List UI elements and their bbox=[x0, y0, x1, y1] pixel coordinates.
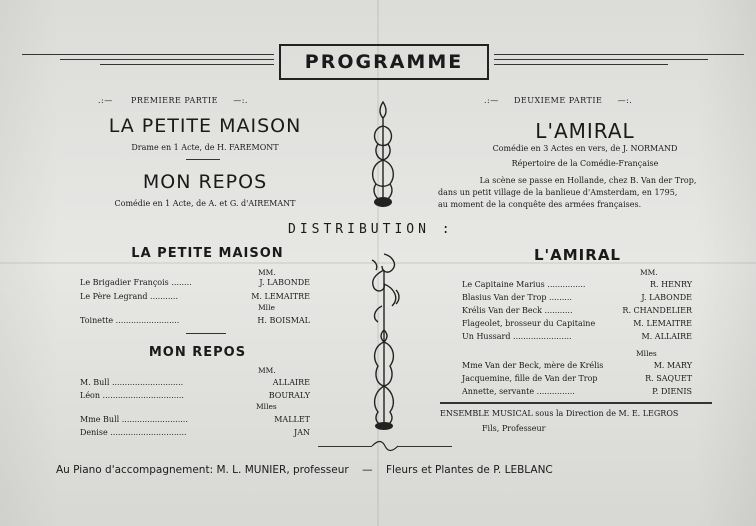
floral-ornament-top-icon bbox=[362, 98, 404, 210]
cast-role: Flageolet, brosseur du Capitaine bbox=[462, 319, 596, 328]
play3-repertoire: Répertoire de la Comédie-Française bbox=[511, 159, 659, 168]
play3-desc-line2: dans un petit village de la banlieue d'Amsterdam, en 1795, bbox=[438, 188, 678, 197]
cast-role: Le Capitaine Marius ............... bbox=[462, 280, 586, 289]
header-rule-left-mid bbox=[60, 59, 274, 60]
footer-dash: — bbox=[362, 464, 373, 476]
cast-actor: MALLET bbox=[274, 415, 310, 424]
cast-left-honorific-mm: MM. bbox=[258, 268, 276, 277]
cast-role: Denise .............................. bbox=[80, 428, 187, 437]
play2-subtitle: Comédie en 1 Acte, de A. et G. d'AIREMANT bbox=[114, 199, 296, 208]
cast-row bbox=[462, 306, 692, 315]
cast-actor: JAN bbox=[294, 428, 310, 437]
play3-desc-line3: au moment de la conquête des armées françaises. bbox=[438, 200, 642, 209]
play3-subtitle: Comédie en 3 Actes en vers, de J. NORMAND bbox=[492, 144, 678, 153]
cast-row bbox=[80, 415, 310, 424]
ensemble-musical-line1: ENSEMBLE MUSICAL sous la Direction de M. E. LEGROS bbox=[440, 409, 679, 418]
cast-separator bbox=[186, 333, 226, 334]
cast-left-honorific-mlle: Mlle bbox=[258, 303, 275, 312]
left-partie-heading: .:— PREMIERE PARTIE —:. bbox=[98, 96, 248, 105]
cast-role: Blasius Van der Trop ......... bbox=[462, 293, 572, 302]
header-rule-right-top bbox=[494, 54, 744, 55]
cast-row bbox=[80, 391, 310, 400]
cast-right-honorific-mlles: Mlles bbox=[636, 349, 657, 358]
cast-role: M. Bull ............................ bbox=[80, 378, 184, 387]
header-rule-right-mid bbox=[494, 59, 708, 60]
cast-row bbox=[462, 374, 692, 383]
play2-title: MON REPOS bbox=[142, 171, 268, 193]
cast-role: Le Brigadier François ........ bbox=[80, 278, 192, 287]
cast-actor: J. LABONDE bbox=[259, 278, 310, 287]
play1-title: LA PETITE MAISON bbox=[108, 115, 302, 137]
cast-row bbox=[462, 332, 692, 341]
floral-ornament-bottom-icon bbox=[362, 250, 406, 432]
cast-actor: M. LEMAITRE bbox=[633, 319, 692, 328]
play3-description bbox=[438, 175, 738, 211]
cast-left-honorific-mlles: Mlles bbox=[256, 402, 277, 411]
cast-right-title: L'AMIRAL bbox=[534, 246, 621, 264]
cast-row bbox=[462, 293, 692, 302]
cast-role: Le Père Legrand ........... bbox=[80, 292, 178, 301]
flourish-icon bbox=[370, 440, 400, 452]
cast-left-honorific-mm-2: MM. bbox=[258, 366, 276, 375]
cast-actor: BOURALY bbox=[268, 391, 310, 400]
cast-role: Krélis Van der Beck ........... bbox=[462, 306, 573, 315]
cast-row bbox=[462, 319, 692, 328]
header-rule-right-bottom bbox=[494, 64, 668, 65]
footer-piano: Au Piano d'accompagnement: M. L. MUNIER, professeur bbox=[56, 464, 349, 476]
distribution-heading: DISTRIBUTION : bbox=[288, 222, 454, 237]
cast-actor: M. LEMAITRE bbox=[251, 292, 310, 301]
cast-row bbox=[80, 428, 310, 437]
cast-role: Léon ................................ bbox=[80, 391, 184, 400]
header-rule-left-bottom bbox=[100, 64, 274, 65]
bottom-rule-right bbox=[398, 446, 452, 447]
cast-role: Toinette ......................... bbox=[80, 316, 180, 325]
cast-row bbox=[462, 361, 692, 370]
play3-title: L'AMIRAL bbox=[535, 119, 635, 143]
play-separator bbox=[186, 159, 220, 160]
cast-right-honorific-mm: MM. bbox=[640, 268, 658, 277]
cast-row bbox=[80, 292, 310, 301]
footer-line bbox=[56, 464, 553, 476]
cast-actor: P. DIENIS bbox=[652, 387, 692, 396]
right-partie-heading: .:— DEUXIEME PARTIE —:. bbox=[484, 96, 633, 105]
play3-desc-line1: La scène se passe en Hollande, chez B. Van der Trop, bbox=[479, 176, 697, 185]
cast-role: Jacquemine, fille de Van der Trop bbox=[462, 374, 598, 383]
cast-row bbox=[462, 280, 692, 289]
cast-row bbox=[462, 387, 692, 396]
cast-row bbox=[80, 278, 310, 287]
cast-row bbox=[80, 378, 310, 387]
page-title: PROGRAMME bbox=[279, 44, 489, 80]
cast-actor: R. SAQUET bbox=[645, 374, 692, 383]
ensemble-rule bbox=[440, 402, 712, 404]
cast-actor: R. CHANDELIER bbox=[622, 306, 692, 315]
cast-row bbox=[80, 316, 310, 325]
play1-subtitle: Drame en 1 Acte, de H. FAREMONT bbox=[131, 143, 279, 152]
left-partie-label: PREMIERE PARTIE bbox=[131, 96, 218, 105]
cast-role: Mme Bull .......................... bbox=[80, 415, 188, 424]
right-partie-label: DEUXIEME PARTIE bbox=[513, 96, 603, 105]
cast-role: Mme Van der Beck, mère de Krélis bbox=[462, 361, 604, 370]
bottom-rule-left bbox=[318, 446, 372, 447]
footer-fleurs: Fleurs et Plantes de P. LEBLANC bbox=[385, 464, 553, 476]
cast-actor: R. HENRY bbox=[650, 280, 692, 289]
cast-actor: ALLAIRE bbox=[272, 378, 310, 387]
cast-actor: M. MARY bbox=[653, 361, 692, 370]
cast-left-title-1: LA PETITE MAISON bbox=[131, 246, 284, 261]
cast-actor: M. ALLAIRE bbox=[641, 332, 692, 341]
header-rule-left-top bbox=[22, 54, 274, 55]
ensemble-musical-line2: Fils, Professeur bbox=[482, 424, 546, 433]
cast-role: Un Hussard ....................... bbox=[462, 332, 572, 341]
cast-actor: J. LABONDE bbox=[641, 293, 692, 302]
cast-role: Annette, servante ............... bbox=[462, 387, 575, 396]
cast-left-title-2: MON REPOS bbox=[148, 345, 247, 360]
cast-actor: H. BOISMAL bbox=[257, 316, 310, 325]
